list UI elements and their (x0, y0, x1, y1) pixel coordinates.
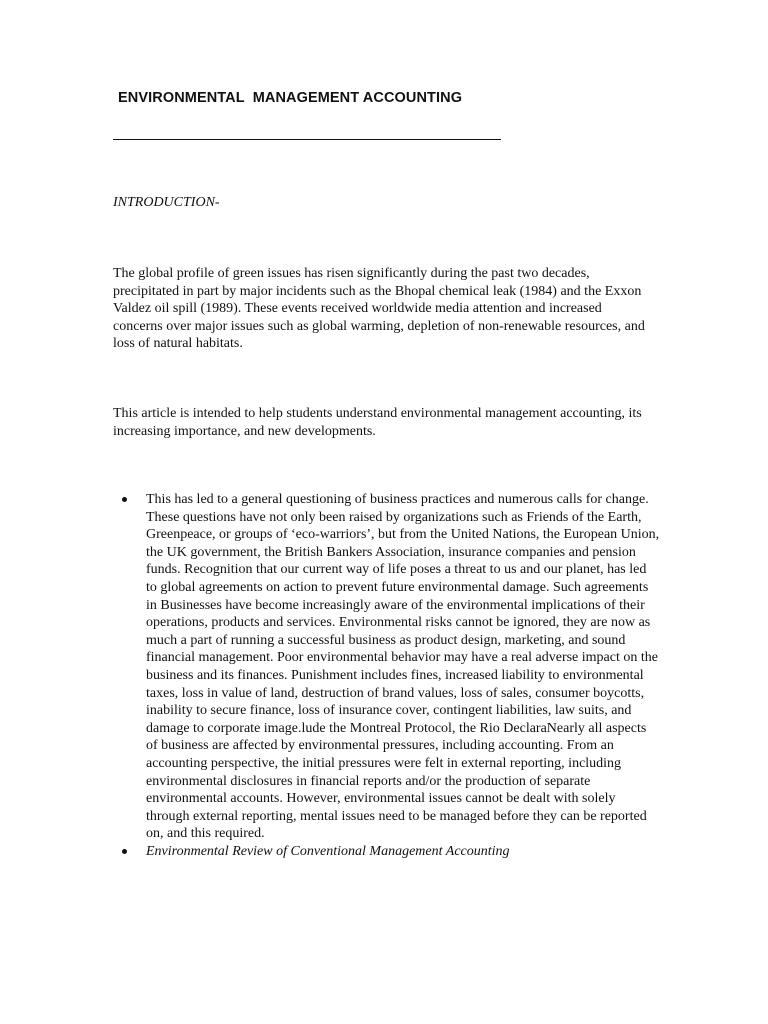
list-item (120, 491, 660, 843)
bullet-text-subheading: Environmental Review of Conventional Management Accounting (146, 843, 510, 859)
bullet-text: This has led to a general questioning of business practices and numerous calls for change. These questions have not only been raised by organizations such as Friends of the Earth, Greenpeace, or groups of ‘eco-warriors’, but from the United Nations, the European Union, the UK government, the British Bankers Association, insurance companies and pension funds. Recognition that our current way of life poses a threat to us and our planet, has led to global agreements on action to prevent future environmental damage. Such agreements in Businesses have become increasingly aware of the environmental implications of their operations, products and services. Environmental risks cannot be ignored, they are now as much a part of running a successful business as product design, marketing, and sound financial management. Poor environmental behavior may have a real adverse impact on the business and its finances. Punishment includes fines, increased liability to environmental taxes, loss in value of land, destruction of brand values, loss of sales, consumer boycotts, inability to secure finance, loss of insurance cover, contingent liabilities, law suits, and damage to corporate image.lude the Montreal Protocol, the Rio DeclaraNearly all aspects of business are affected by environmental pressures, including accounting. From an accounting perspective, the initial pressures were felt in external reporting, including environmental disclosures in financial reports and/or the production of separate environmental accounts. However, environmental issues cannot be dealt with solely through external reporting, mental issues need to be managed before they can be reported on, and this required. (146, 492, 660, 842)
list-item (120, 843, 660, 861)
paragraph-article-purpose: This article is intended to help students understand environmental management accounting, its increasing importance, and new developments. (113, 406, 642, 439)
paragraph-global-profile: The global profile of green issues has risen significantly during the past two decades, precipitated in part by major incidents such as the Bhopal chemical leak (1984) and the Exxon Valdez oil spill (1989). These events received worldwide media attention and increased concerns over major issues such as global warming, depletion of non-renewable resources, and loss of natural habitats. (113, 266, 645, 352)
introduction-heading: INTRODUCTION- (113, 195, 220, 210)
title-underline-rule (113, 139, 501, 140)
bullet-list (120, 491, 660, 860)
bullet-icon (122, 497, 127, 502)
bullet-icon (122, 849, 127, 854)
document-title: ENVIRONMENTAL MANAGEMENT ACCOUNTING (118, 90, 463, 106)
